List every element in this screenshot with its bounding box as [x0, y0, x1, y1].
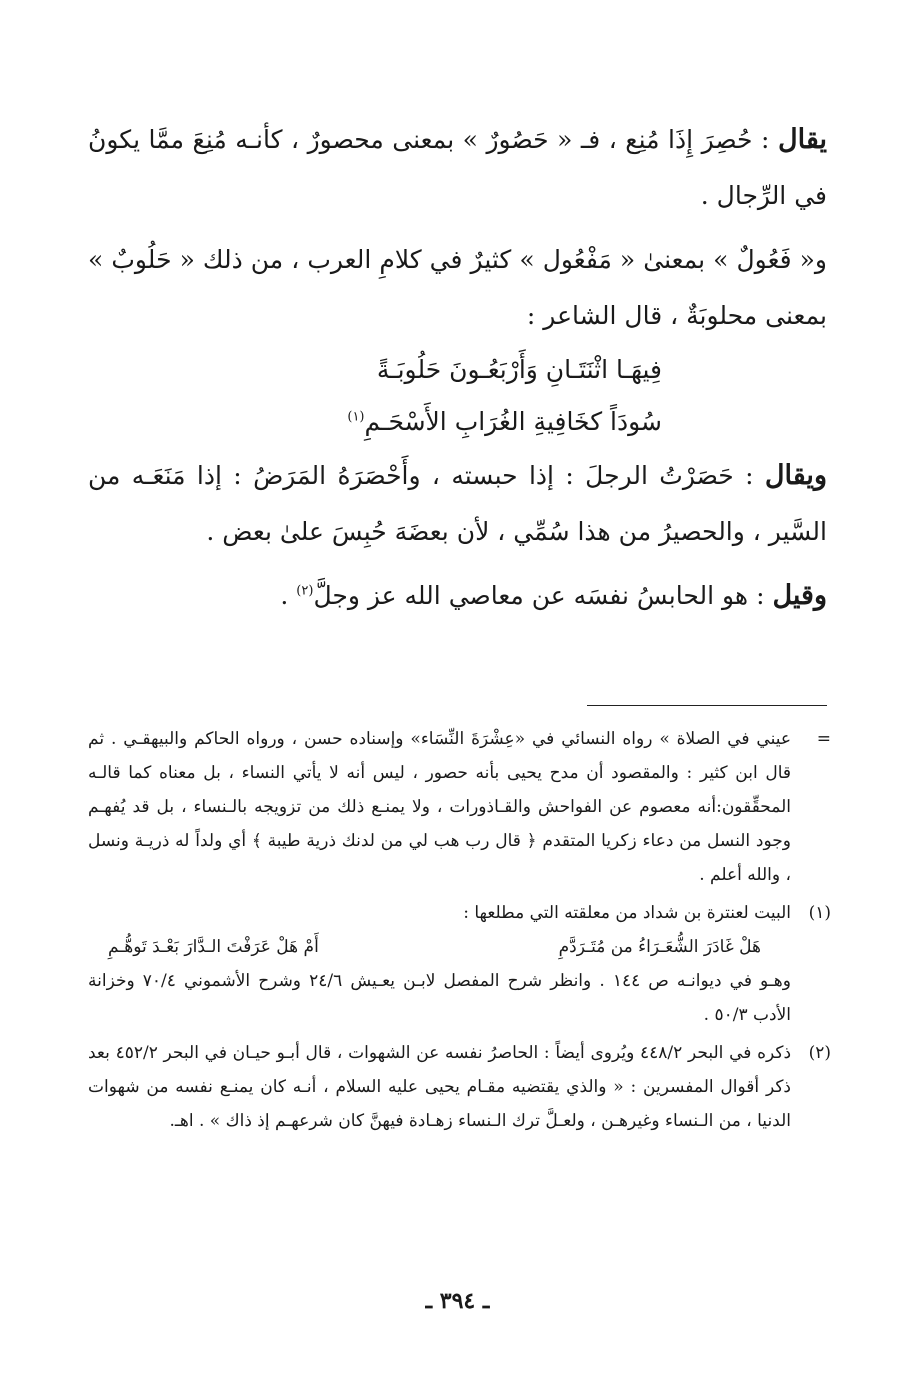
verse-line-2-text: سُودَاً كخَافِيةِ الغُرَابِ الأَسْحَـمِ — [364, 407, 662, 436]
footnote-2-text: ذكره في البحر ٤٤٨/٢ ويُروى أيضاً : الحاصرُ نفسه عن الشهوات ، قال أبـو حيـان في البحر ٤٥٢/٢ بعد ذكر أقوال المفسرين : « والذي يقتضيه مقـام يحيى عليه السلام ، أنـه كان يمنـع نفسه من شهوات الدنيا ، من الـنساء وغيرهـن ، ولعـلَّ ترك الـنساء زهـادة فيهنَّ كان شرعهـم إذ ذاك » . اهـ. — [88, 1043, 792, 1131]
paragraph-3-lead: ويقال — [764, 460, 827, 491]
paragraph-4 — [88, 568, 827, 624]
footnote-1-intro: البيت لعنترة بن شداد من معلقته التي مطلعها : — [463, 903, 791, 923]
footnote-1-text: وهـو في ديوانـه ص ١٤٤ . وانظر شرح المفصل لابـن يعـيش ٢٤/٦ وشرح الأشموني ٧٠/٤ وخزانة الأدب ٥٠/٣ . — [88, 971, 791, 1025]
paragraph-3-text: : حَصَرْتُ الرجلَ : إذا حبسته ، وأَحْصَرَهُ المَرَضُ : إذا مَنَعَـه من السَّير ، والحصيرُ من هذا سُمِّي ، لأن بعضَهَ حُبِسَ علىٰ بعض . — [88, 461, 827, 546]
footnote-1-hemistich-1: هَلْ غَادَرَ الشُّعَـرَاءُ من مُتَـرَدَّمِ — [558, 937, 761, 957]
verse-line-2 — [88, 396, 662, 448]
paragraph-1-lead: يقال — [777, 124, 827, 155]
footnote-1-poem — [88, 930, 791, 964]
poetry-verse — [88, 344, 827, 448]
footnote-ref-2: (٢) — [296, 583, 314, 599]
continuation-marker: = — [816, 729, 831, 749]
paragraph-4-end: . — [280, 581, 297, 610]
footnote-2 — [88, 1036, 831, 1138]
paragraph-2-text: و« فَعُولٌ » بمعنىٰ « مَفْعُول » كثيرٌ في كلامِ العرب ، من ذلك « حَلُوبٌ » بمعنى محلوبَةٌ ، قال الشاعر : — [88, 245, 827, 330]
paragraph-4-lead: وقيل — [772, 580, 827, 611]
paragraph-2 — [88, 232, 827, 344]
footnote-1-hemistich-2: أَمْ هَلْ عَرَفْتَ الـدَّارَ بَعْـدَ تَوهُّـمِ — [108, 937, 319, 957]
main-text — [88, 112, 827, 624]
footnote-1-body — [88, 896, 791, 1032]
page-number: ـ ٣٩٤ ـ — [425, 1288, 490, 1314]
footnote-1 — [88, 896, 831, 1032]
footnote-ref-1: (١) — [347, 409, 365, 425]
paragraph-4-text: : هو الحابسُ نفسَه عن معاصي الله عز وجلَّ — [313, 581, 765, 610]
footnote-separator — [587, 705, 827, 706]
footnote-continuation — [88, 722, 831, 892]
paragraph-3 — [88, 448, 827, 560]
footnote-2-marker: (٢) — [808, 1043, 831, 1063]
footnotes — [88, 722, 831, 1138]
paragraph-1-text: : حُصِرَ إِذَا مُنِع ، فـ « حَصُورٌ » بمعنى محصورٌ ، كأنـه مُنِعَ ممَّا يكونُ في الرِّجال . — [88, 125, 827, 210]
footnote-1-marker: (١) — [808, 903, 831, 923]
verse-line-1: فِيهَـا اثْنَتَـانِ وَأَرْبَعُـونَ حَلُوبَـةً — [376, 355, 662, 384]
continuation-text: عيني في الصلاة » رواه النسائي في «عِشْرَةَ النِّسَاء» وإسناده حسن ، ورواه الحاكم والبيهقـي . ثم قال ابن كثير : والمقصود أن مدح يحيى بأنه حصور ، ليس أنه لا يأتي النساء ، بل معناه كما قالـه المحقِّقون:أنه معصوم عن الفواحش والقـاذورات ، ولا يمنـع ذلك من تزويجه بالـنساء ، بل قد يُفهـم وجود النسل من دعاء زكريا المتقدم ﴿ قال رب هب لي من لدنك ذرية طيبة ﴾ أي ولداً له ذريـة ونسل ، والله أعلم . — [88, 729, 791, 885]
paragraph-1 — [88, 112, 827, 224]
